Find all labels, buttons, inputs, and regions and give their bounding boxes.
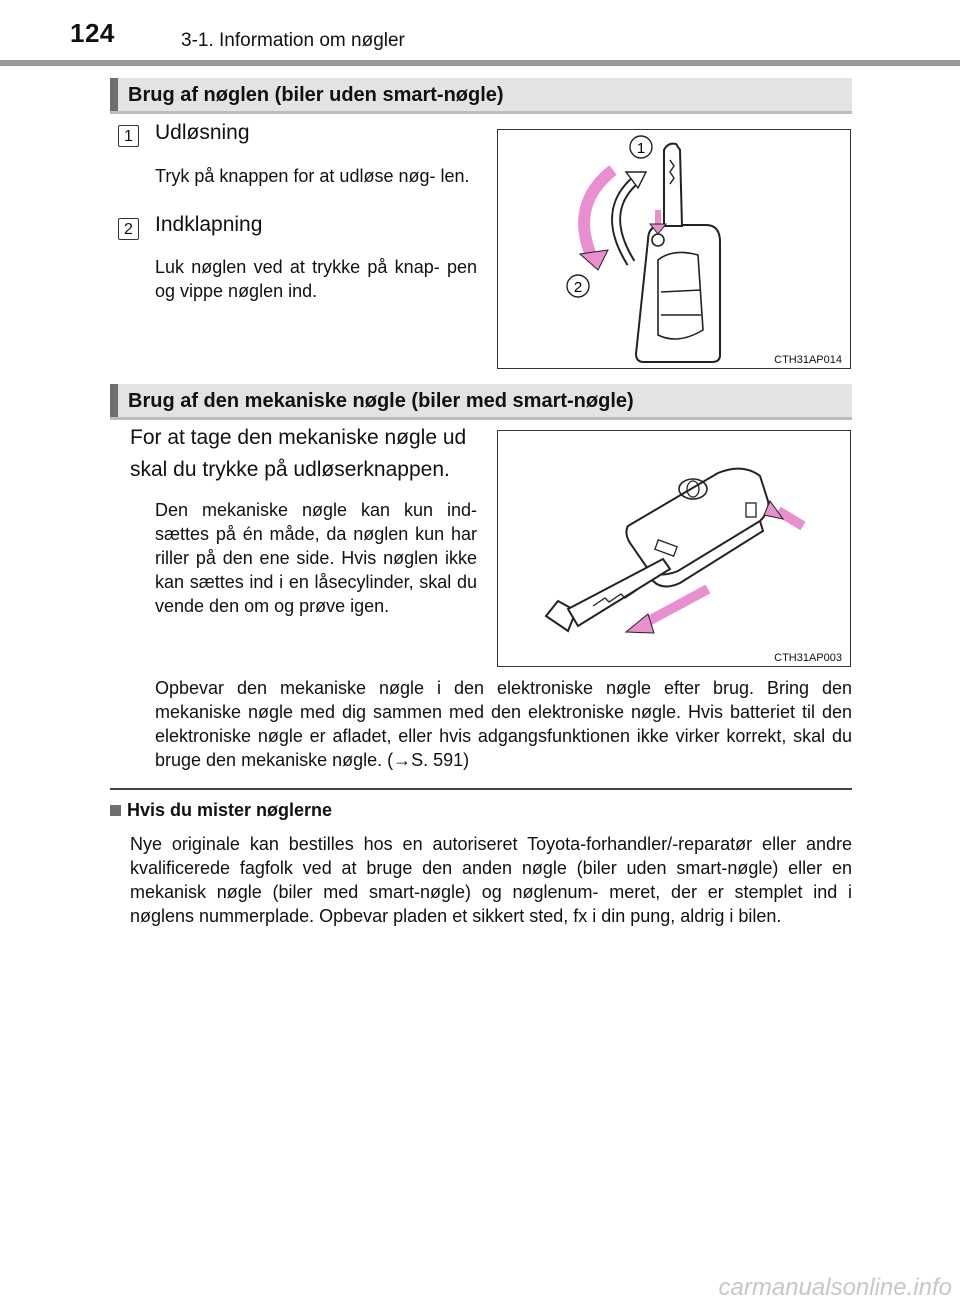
- step-text-release: Tryk på knappen for at udløse nøg- len.: [155, 166, 470, 186]
- mechanical-key-intro: For at tage den mekaniske nøgle ud skal du trykke på udløserknappen.: [130, 426, 467, 481]
- bullet-square-icon: [110, 805, 121, 816]
- subsection-text: Nye originale kan bestilles hos en autoriseret Toyota-forhandler/-reparatør eller andre kvalificerede fagfolk ved at bruge den anden nøgle (biler uden smart-nøgle) eller en mekanisk nøgle (biler med smart-nøgle) og nøglenum- meret, der er stemplet ind i nøglens nummerplade. Opbevar pladen et sikkert sted, fx i din pung, aldrig i bilen.: [130, 834, 852, 926]
- folding-key-illustration: [498, 130, 850, 368]
- divider: [110, 788, 852, 790]
- section-heading-mechanical-key: [110, 384, 852, 420]
- section-heading-key-usage: [110, 78, 852, 114]
- chapter-title: 3-1. Information om nøgler: [181, 30, 405, 51]
- section-stripe: [110, 384, 118, 417]
- figure-code-1: CTH31AP014: [774, 354, 842, 366]
- page-number: 124: [70, 18, 115, 48]
- subsection-heading: [110, 800, 332, 821]
- storage-note: Opbevar den mekaniske nøgle i den elektroniske nøgle efter brug. Bring den mekaniske nøgle med dig sammen med den elektroniske nøgle. Hvis batteriet til den elektroniske nøgle er afladet, eller hvis adgangsfunktionen ikke virker korrekt, skal du bruge den mekaniske nøgle. (→S. 591): [155, 678, 852, 770]
- step-text-fold: Luk nøglen ved at trykke på knap- pen og vippe nøglen ind.: [155, 257, 477, 301]
- step-title-release: Udløsning: [155, 121, 250, 144]
- section-stripe: [110, 78, 118, 111]
- mechanical-key-note: Den mekaniske nøgle kan kun ind- sættes på én måde, da nøglen kun har riller på den ene side. Hvis nøglen ikke kan sættes ind i en låsecylinder, skal du vende den om og prøve igen.: [155, 500, 477, 616]
- section-title: Brug af den mekaniske nøgle (biler med smart-nøgle): [128, 390, 634, 412]
- header-rule: [0, 60, 960, 66]
- figure-code-2: CTH31AP003: [774, 652, 842, 664]
- step-title-fold: Indklapning: [155, 213, 263, 236]
- smart-key-illustration: [498, 431, 850, 666]
- section-title: Brug af nøglen (biler uden smart-nøgle): [128, 84, 504, 106]
- figure-folding-key: [497, 129, 851, 369]
- step-number-1: 1: [118, 125, 139, 147]
- watermark: carmanualsonline.info: [718, 1274, 952, 1301]
- step-number-2: 2: [118, 218, 139, 240]
- callout-2: 2: [573, 279, 583, 296]
- figure-smart-key: [497, 430, 851, 667]
- subsection-heading-text: Hvis du mister nøglerne: [127, 800, 333, 820]
- callout-1: 1: [636, 140, 646, 157]
